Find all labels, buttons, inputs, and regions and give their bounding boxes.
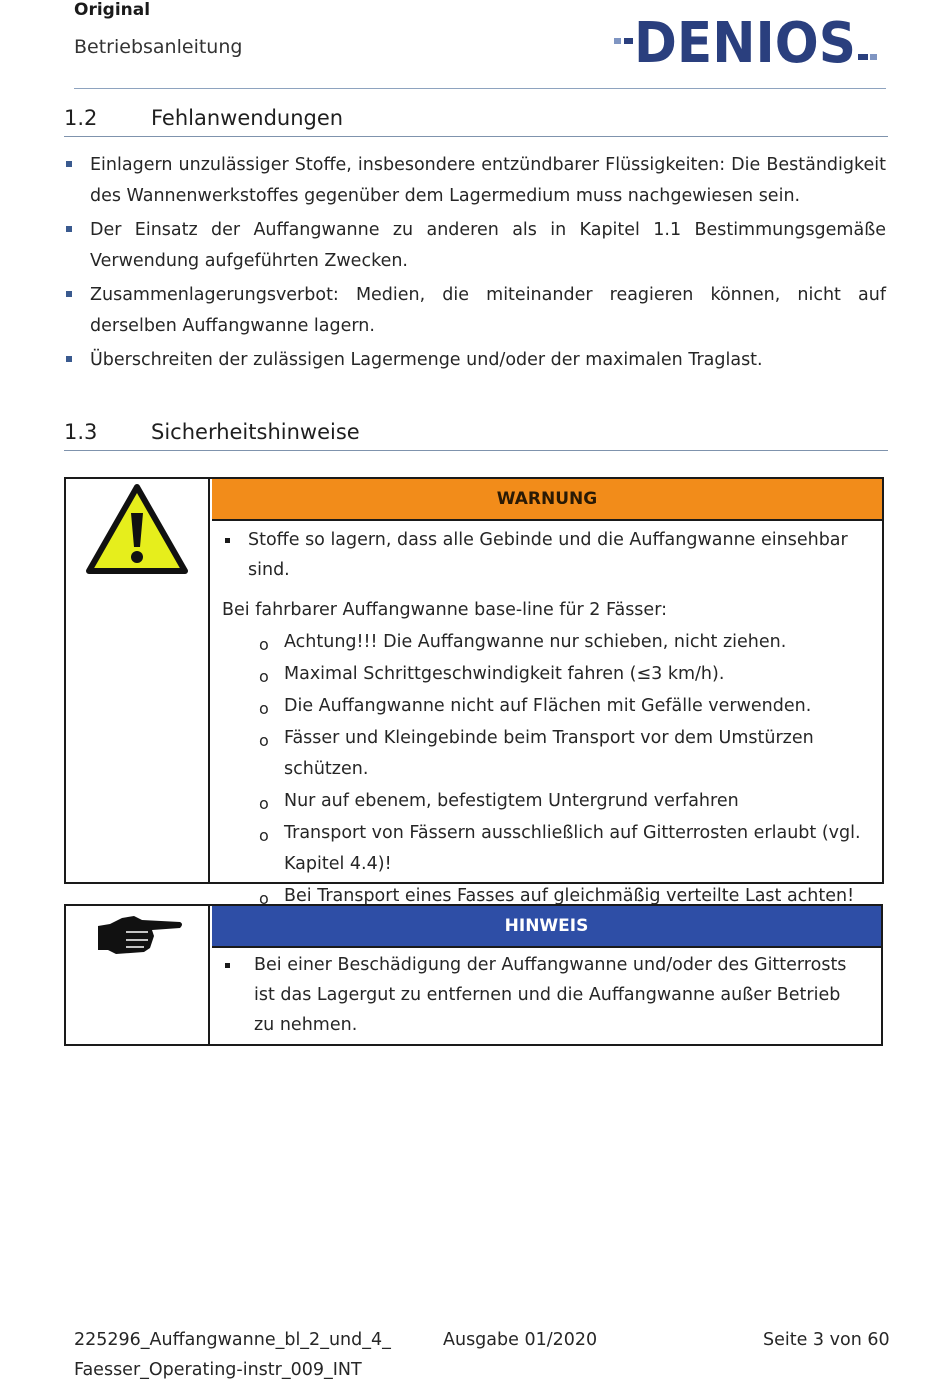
footer-document-id bbox=[74, 1325, 391, 1385]
warning-icon-cell bbox=[66, 479, 210, 882]
header-subtitle: Betriebsanleitung bbox=[74, 36, 243, 58]
header-original-label: Original bbox=[74, 0, 151, 20]
section-number: 1.3 bbox=[64, 420, 98, 444]
note-box bbox=[64, 904, 883, 1046]
sublist-item: o Nur auf ebenem, befestigtem Untergrund verfahren bbox=[212, 786, 882, 817]
warning-triangle-icon bbox=[85, 483, 189, 577]
warning-box bbox=[64, 477, 884, 906]
header-divider bbox=[74, 88, 886, 89]
footer-doc-line: 225296_Auffangwanne_bl_2_und_4_ bbox=[74, 1330, 391, 1350]
sublist-item: o Die Auffangwanne nicht auf Flächen mit Gefälle verwenden. bbox=[212, 691, 882, 722]
section-number: 1.2 bbox=[64, 106, 98, 130]
warning-content bbox=[212, 479, 882, 906]
warning-banner: WARNUNG bbox=[212, 479, 882, 521]
sublist-item: o Maximal Schrittgeschwindigkeit fahren (≤3 km/h). bbox=[212, 659, 882, 690]
warning-intro: Bei fahrbarer Auffangwanne base-line für 2 Fässer: bbox=[222, 600, 667, 620]
logo-text: DENIOS bbox=[634, 12, 856, 70]
sublist-item: o Fässer und Kleingebinde beim Transport vor dem Umstürzen schützen. bbox=[212, 723, 882, 785]
note-content bbox=[212, 906, 881, 1044]
note-icon-cell bbox=[66, 906, 210, 1044]
note-item: Bei einer Beschädigung der Auffangwanne und/oder des Gitterrosts ist das Lagergut zu entfernen und die Auffangwanne außer Betrieb zu nehmen. bbox=[212, 950, 881, 1040]
misuse-list bbox=[64, 150, 886, 379]
pointing-hand-icon bbox=[96, 910, 186, 960]
list-item: Überschreiten der zulässigen Lagermenge und/oder der maximalen Traglast. bbox=[64, 345, 886, 376]
sublist-item: o Achtung!!! Die Auffangwanne nur schieben, nicht ziehen. bbox=[212, 627, 882, 658]
sublist-item: o Bei Transport eines Fasses auf gleichmäßig verteilte Last achten! bbox=[212, 881, 882, 912]
footer-edition: Ausgabe 01/2020 bbox=[443, 1330, 598, 1350]
list-item: Der Einsatz der Auffangwanne zu anderen als in Kapitel 1.1 Bestimmungsgemäße Verwendung aufgeführten Zwecken. bbox=[64, 215, 886, 277]
warning-sublist bbox=[212, 627, 882, 912]
footer-page-number: Seite 3 von 60 bbox=[763, 1330, 890, 1350]
denios-logo bbox=[612, 12, 880, 70]
section-heading-1-2 bbox=[64, 106, 888, 137]
warning-item: Stoffe so lagern, dass alle Gebinde und die Auffangwanne einsehbar sind. bbox=[212, 525, 882, 585]
section-title: Sicherheitshinweise bbox=[151, 420, 360, 444]
list-item: Einlagern unzulässiger Stoffe, insbesondere entzündbarer Flüssigkeiten: Die Beständigkeit des Wannenwerkstoffes gegenüber dem Lagermedium muss nachgewiesen sein. bbox=[64, 150, 886, 212]
footer-doc-line: Faesser_Operating-instr_009_INT bbox=[74, 1360, 362, 1380]
section-heading-1-3 bbox=[64, 420, 888, 451]
sublist-item: o Transport von Fässern ausschließlich auf Gitterrosten erlaubt (vgl. Kapitel 4.4)! bbox=[212, 818, 882, 880]
note-banner: HINWEIS bbox=[212, 906, 881, 948]
section-title: Fehlanwendungen bbox=[151, 106, 344, 130]
list-item: Zusammenlagerungsverbot: Medien, die miteinander reagieren können, nicht auf derselben Auffangwanne lagern. bbox=[64, 280, 886, 342]
